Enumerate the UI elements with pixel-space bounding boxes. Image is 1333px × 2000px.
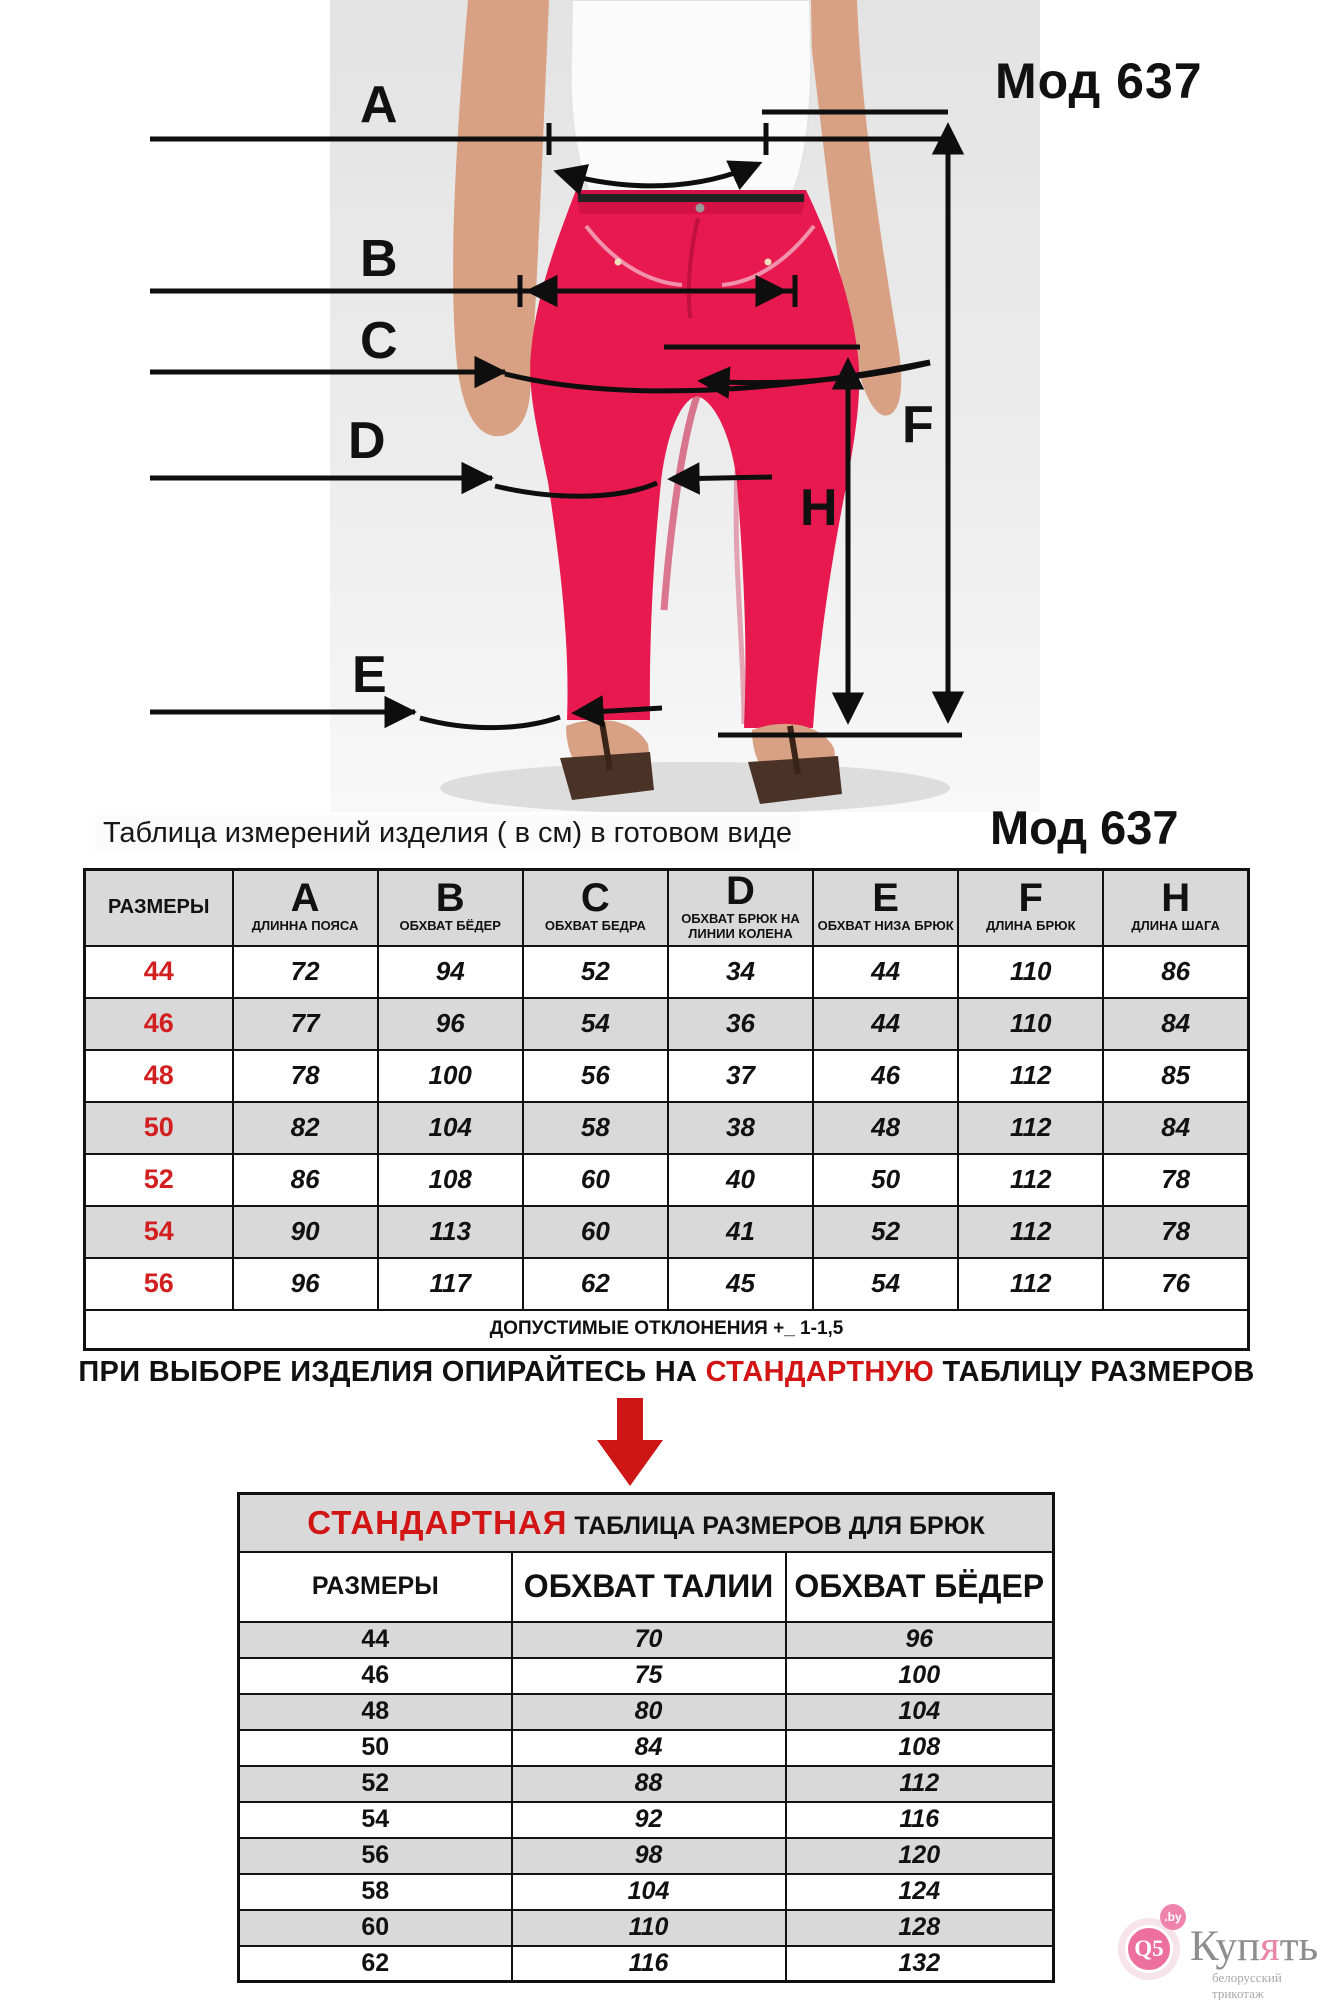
value-cell: 112 bbox=[958, 1154, 1103, 1206]
column-label: ОБХВАТ БРЮК НА ЛИНИИ КОЛЕНА bbox=[681, 911, 800, 941]
value-cell: 48 bbox=[813, 1102, 958, 1154]
value-cell: 60 bbox=[523, 1154, 668, 1206]
measurement-column-header bbox=[958, 870, 1103, 946]
standard-size-cell: 56 bbox=[239, 1838, 512, 1874]
hips-value-cell: 116 bbox=[786, 1802, 1054, 1838]
value-cell: 77 bbox=[233, 998, 378, 1050]
standard-title-red: СТАНДАРТНАЯ bbox=[307, 1503, 568, 1541]
value-cell: 72 bbox=[233, 946, 378, 998]
column-letter: H bbox=[1161, 876, 1191, 921]
standard-title-rest: ТАБЛИЦА РАЗМЕРОВ ДЛЯ БРЮК bbox=[567, 1511, 985, 1540]
value-cell: 37 bbox=[668, 1050, 813, 1102]
standard-table-title-row bbox=[239, 1494, 1054, 1552]
letter-B: B bbox=[360, 230, 398, 288]
standard-size-cell: 50 bbox=[239, 1730, 512, 1766]
size-cell: 48 bbox=[85, 1050, 233, 1102]
column-letter: F bbox=[1018, 876, 1043, 921]
column-letter: E bbox=[872, 876, 899, 921]
measurement-column-header bbox=[523, 870, 668, 946]
column-label: ОБХВАТ БЁДЕР bbox=[399, 918, 501, 934]
finished-table-row bbox=[85, 1258, 1249, 1310]
logo-name bbox=[1190, 1922, 1318, 1971]
logo-name-post: ть bbox=[1279, 1923, 1319, 1970]
finished-table-row bbox=[85, 1050, 1249, 1102]
value-cell: 94 bbox=[378, 946, 523, 998]
value-cell: 104 bbox=[378, 1102, 523, 1154]
hips-value-cell: 96 bbox=[786, 1622, 1054, 1658]
value-cell: 113 bbox=[378, 1206, 523, 1258]
finished-table-row bbox=[85, 998, 1249, 1050]
finished-table-header-row bbox=[85, 870, 1249, 946]
standard-size-cell: 46 bbox=[239, 1658, 512, 1694]
value-cell: 112 bbox=[958, 1102, 1103, 1154]
waist-value-cell: 110 bbox=[512, 1910, 786, 1946]
value-cell: 62 bbox=[523, 1258, 668, 1310]
model-number-top: Мод 637 bbox=[995, 53, 1203, 109]
measurement-column-header bbox=[1103, 870, 1248, 946]
measurement-column-header bbox=[233, 870, 378, 946]
column-letter: B bbox=[435, 876, 465, 921]
standard-col-waist: ОБХВАТ ТАЛИИ bbox=[512, 1552, 786, 1622]
value-cell: 58 bbox=[523, 1102, 668, 1154]
value-cell: 38 bbox=[668, 1102, 813, 1154]
hips-value-cell: 124 bbox=[786, 1874, 1054, 1910]
standard-table-row bbox=[239, 1622, 1054, 1658]
standard-size-table bbox=[237, 1492, 1055, 1983]
size-cell: 44 bbox=[85, 946, 233, 998]
finished-table-row bbox=[85, 946, 1249, 998]
waist-value-cell: 70 bbox=[512, 1622, 786, 1658]
value-cell: 85 bbox=[1103, 1050, 1248, 1102]
finished-measurements-title: Таблица измерений изделия ( в см) в готовом виде bbox=[95, 815, 800, 852]
value-cell: 54 bbox=[813, 1258, 958, 1310]
red-down-arrow-icon bbox=[584, 1396, 676, 1488]
letter-H: H bbox=[800, 479, 838, 537]
standard-table-title bbox=[239, 1494, 1054, 1552]
value-cell: 34 bbox=[668, 946, 813, 998]
value-cell: 52 bbox=[523, 946, 668, 998]
value-cell: 78 bbox=[1103, 1154, 1248, 1206]
standard-table-header-row bbox=[239, 1552, 1054, 1622]
waist-value-cell: 104 bbox=[512, 1874, 786, 1910]
value-cell: 45 bbox=[668, 1258, 813, 1310]
hips-value-cell: 112 bbox=[786, 1766, 1054, 1802]
value-cell: 41 bbox=[668, 1206, 813, 1258]
value-cell: 84 bbox=[1103, 998, 1248, 1050]
size-cell: 50 bbox=[85, 1102, 233, 1154]
column-label: ДЛИННА ПОЯСА bbox=[251, 918, 359, 934]
measurement-column-header bbox=[668, 870, 813, 946]
pants-measurement-diagram bbox=[0, 0, 1333, 812]
value-cell: 112 bbox=[958, 1206, 1103, 1258]
hips-value-cell: 100 bbox=[786, 1658, 1054, 1694]
value-cell: 86 bbox=[1103, 946, 1248, 998]
column-letter: D bbox=[726, 869, 755, 914]
waist-value-cell: 80 bbox=[512, 1694, 786, 1730]
column-label: ОБХВАТ БЕДРА bbox=[544, 918, 646, 934]
logo-name-accent: я bbox=[1259, 1923, 1280, 1970]
value-cell: 96 bbox=[233, 1258, 378, 1310]
standard-table-row bbox=[239, 1694, 1054, 1730]
standard-size-cell: 60 bbox=[239, 1910, 512, 1946]
advice-heading bbox=[0, 1356, 1333, 1389]
standard-table-row bbox=[239, 1946, 1054, 1982]
value-cell: 86 bbox=[233, 1154, 378, 1206]
advice-text-post: ТАБЛИЦУ РАЗМЕРОВ bbox=[934, 1356, 1255, 1388]
measurement-column-header bbox=[813, 870, 958, 946]
waist-value-cell: 88 bbox=[512, 1766, 786, 1802]
value-cell: 110 bbox=[958, 998, 1103, 1050]
letter-A: A bbox=[360, 76, 398, 134]
hips-value-cell: 128 bbox=[786, 1910, 1054, 1946]
letter-C: C bbox=[360, 312, 398, 370]
waist-value-cell: 75 bbox=[512, 1658, 786, 1694]
measurement-column-header bbox=[378, 870, 523, 946]
size-cell: 54 bbox=[85, 1206, 233, 1258]
hips-value-cell: 120 bbox=[786, 1838, 1054, 1874]
waist-value-cell: 116 bbox=[512, 1946, 786, 1982]
value-cell: 52 bbox=[813, 1206, 958, 1258]
logo-tagline: белорусский трикотаж bbox=[1212, 1970, 1282, 2000]
value-cell: 36 bbox=[668, 998, 813, 1050]
standard-size-cell: 54 bbox=[239, 1802, 512, 1838]
value-cell: 40 bbox=[668, 1154, 813, 1206]
value-cell: 50 bbox=[813, 1154, 958, 1206]
size-cell: 56 bbox=[85, 1258, 233, 1310]
value-cell: 117 bbox=[378, 1258, 523, 1310]
logo-badge: Q5 bbox=[1125, 1925, 1173, 1973]
finished-measurements-table bbox=[83, 868, 1250, 1351]
model-number-table: Мод 637 bbox=[990, 801, 1179, 854]
letter-F: F bbox=[902, 396, 934, 454]
value-cell: 112 bbox=[958, 1050, 1103, 1102]
shop-logo bbox=[1108, 1896, 1328, 2000]
standard-size-cell: 52 bbox=[239, 1766, 512, 1802]
standard-size-cell: 44 bbox=[239, 1622, 512, 1658]
standard-col-sizes: РАЗМЕРЫ bbox=[239, 1552, 512, 1622]
value-cell: 56 bbox=[523, 1050, 668, 1102]
finished-table-row bbox=[85, 1206, 1249, 1258]
hips-value-cell: 108 bbox=[786, 1730, 1054, 1766]
value-cell: 46 bbox=[813, 1050, 958, 1102]
value-cell: 44 bbox=[813, 946, 958, 998]
waist-value-cell: 84 bbox=[512, 1730, 786, 1766]
value-cell: 78 bbox=[1103, 1206, 1248, 1258]
waist-value-cell: 92 bbox=[512, 1802, 786, 1838]
column-label: ДЛИНА БРЮК bbox=[986, 918, 1076, 934]
standard-table-row bbox=[239, 1838, 1054, 1874]
sizes-header-cell: РАЗМЕРЫ bbox=[85, 870, 233, 946]
advice-text-highlight: СТАНДАРТНУЮ bbox=[705, 1356, 935, 1388]
value-cell: 96 bbox=[378, 998, 523, 1050]
finished-table-footnote-row bbox=[85, 1310, 1249, 1350]
standard-table-row bbox=[239, 1910, 1054, 1946]
size-cell: 46 bbox=[85, 998, 233, 1050]
logo-name-pre: Куп bbox=[1190, 1923, 1260, 1970]
size-cell: 52 bbox=[85, 1154, 233, 1206]
value-cell: 90 bbox=[233, 1206, 378, 1258]
value-cell: 76 bbox=[1103, 1258, 1248, 1310]
value-cell: 54 bbox=[523, 998, 668, 1050]
standard-table-row bbox=[239, 1802, 1054, 1838]
letter-E: E bbox=[352, 646, 387, 704]
standard-col-hips: ОБХВАТ БЁДЕР bbox=[786, 1552, 1054, 1622]
value-cell: 84 bbox=[1103, 1102, 1248, 1154]
hips-value-cell: 132 bbox=[786, 1946, 1054, 1982]
finished-table-row bbox=[85, 1102, 1249, 1154]
standard-table-row bbox=[239, 1766, 1054, 1802]
hips-value-cell: 104 bbox=[786, 1694, 1054, 1730]
finished-table-row bbox=[85, 1154, 1249, 1206]
logo-by-bubble: .by bbox=[1160, 1904, 1186, 1930]
standard-table-row bbox=[239, 1730, 1054, 1766]
value-cell: 78 bbox=[233, 1050, 378, 1102]
value-cell: 108 bbox=[378, 1154, 523, 1206]
value-cell: 110 bbox=[958, 946, 1103, 998]
column-label: ДЛИНА ШАГА bbox=[1131, 918, 1220, 934]
value-cell: 82 bbox=[233, 1102, 378, 1154]
column-label: ОБХВАТ НИЗА БРЮК bbox=[817, 918, 954, 934]
value-cell: 60 bbox=[523, 1206, 668, 1258]
value-cell: 112 bbox=[958, 1258, 1103, 1310]
advice-text-pre: ПРИ ВЫБОРЕ ИЗДЕЛИЯ ОПИРАЙТЕСЬ НА bbox=[78, 1356, 706, 1388]
column-letter: A bbox=[290, 876, 320, 921]
waist-value-cell: 98 bbox=[512, 1838, 786, 1874]
value-cell: 100 bbox=[378, 1050, 523, 1102]
standard-table-row bbox=[239, 1658, 1054, 1694]
standard-size-cell: 58 bbox=[239, 1874, 512, 1910]
value-cell: 44 bbox=[813, 998, 958, 1050]
standard-table-row bbox=[239, 1874, 1054, 1910]
tolerance-note: ДОПУСТИМЫЕ ОТКЛОНЕНИЯ +_ 1-1,5 bbox=[85, 1310, 1249, 1350]
standard-size-cell: 48 bbox=[239, 1694, 512, 1730]
column-letter: C bbox=[580, 876, 610, 921]
standard-size-cell: 62 bbox=[239, 1946, 512, 1982]
letter-D: D bbox=[348, 412, 386, 470]
